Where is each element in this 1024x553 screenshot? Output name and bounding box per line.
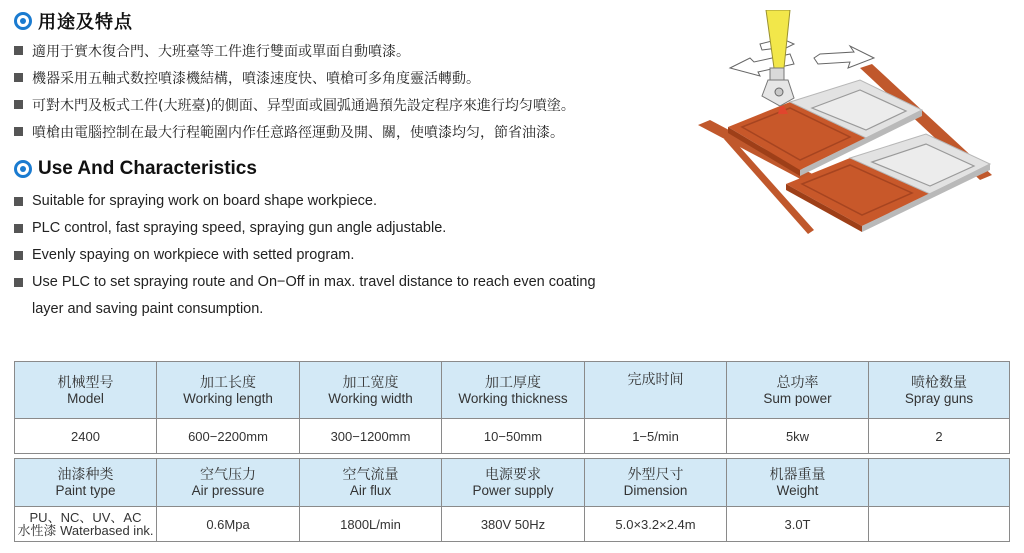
heading-en: [14, 158, 257, 180]
table-cell: 300−1200mm: [300, 419, 442, 454]
list-item: PLC control, fast spraying speed, spraying gun angle adjustable.: [14, 215, 602, 242]
header-cell: 总功率 Sum power: [727, 362, 869, 419]
header-cell: 空气压力 Air pressure: [157, 459, 300, 507]
header-cell: 喷枪数量 Spray guns: [869, 362, 1010, 419]
circle-bullet-icon: [14, 12, 32, 30]
header-cell: 外型尺寸 Dimension: [585, 459, 727, 507]
table-cell: [869, 507, 1010, 542]
table-cell: 2: [869, 419, 1010, 454]
header-cell: 油漆种类 Paint type: [15, 459, 157, 507]
square-bullet-icon: [14, 73, 23, 82]
table-cell: 5kw: [727, 419, 869, 454]
table-header-row: [15, 459, 1010, 507]
header-cell: 电源要求 Power supply: [442, 459, 585, 507]
list-item: Use PLC to set spraying route and On−Off in max. travel distance to reach even coating layer and saving paint consumption.: [14, 269, 602, 323]
list-item: Suitable for spraying work on board shape workpiece.: [14, 188, 602, 215]
list-item: 噴槍由電腦控制在最大行程範圍内作任意路徑運動及開、關，使噴漆均匀，節省油漆。: [14, 122, 575, 149]
header-cell: 加工宽度 Working width: [300, 362, 442, 419]
spray-machine-illustration: [690, 10, 1024, 245]
heading-cn: [14, 8, 133, 34]
spec-table-2: [14, 458, 1010, 542]
header-cell: 完成时间: [585, 362, 727, 419]
square-bullet-icon: [14, 251, 23, 260]
square-bullet-icon: [14, 224, 23, 233]
heading-en-text: Use And Characteristics: [38, 158, 257, 179]
header-cell: [869, 459, 1010, 507]
table-row: [15, 507, 1010, 542]
list-item: Evenly spaying on workpiece with setted program.: [14, 242, 602, 269]
header-cell: 空气流量 Air flux: [300, 459, 442, 507]
square-bullet-icon: [14, 46, 23, 55]
header-cell: 加工长度 Working length: [157, 362, 300, 419]
list-item: 可對木門及板式工件(大班臺)的側面、异型面或圓弧通過預先設定程序來進行均匀噴塗。: [14, 95, 575, 122]
table-cell: 10−50mm: [442, 419, 585, 454]
table-cell: 2400: [15, 419, 157, 454]
table-header-row: [15, 362, 1010, 419]
heading-cn-text: 用途及特点: [38, 12, 133, 33]
table-cell: 3.0T: [727, 507, 869, 542]
table-cell: 1800L/min: [300, 507, 442, 542]
table-cell: PU、NC、UV、AC 水性漆 Waterbased ink.: [15, 507, 157, 542]
circle-bullet-icon: [14, 160, 32, 178]
axis-arrows: [730, 36, 874, 76]
square-bullet-icon: [14, 127, 23, 136]
table-cell: 5.0×3.2×2.4m: [585, 507, 727, 542]
table-cell: 1−5/min: [585, 419, 727, 454]
header-cell: 机械型号 Model: [15, 362, 157, 419]
table-cell: 380V 50Hz: [442, 507, 585, 542]
features-cn-list: [14, 41, 575, 149]
spec-table-1: [14, 361, 1010, 454]
features-en-list: [14, 188, 602, 323]
header-cell: 机器重量 Weight: [727, 459, 869, 507]
list-item: 適用于實木復合門、大班臺等工件進行雙面或單面自動噴漆。: [14, 41, 575, 68]
square-bullet-icon: [14, 197, 23, 206]
header-cell: 加工厚度 Working thickness: [442, 362, 585, 419]
table-row: [15, 419, 1010, 454]
square-bullet-icon: [14, 100, 23, 109]
square-bullet-icon: [14, 278, 23, 287]
table-cell: 0.6Mpa: [157, 507, 300, 542]
table-cell: 600−2200mm: [157, 419, 300, 454]
list-item: 機器采用五軸式数控噴漆機結構，噴漆速度快、噴槍可多角度靈活轉動。: [14, 68, 575, 95]
